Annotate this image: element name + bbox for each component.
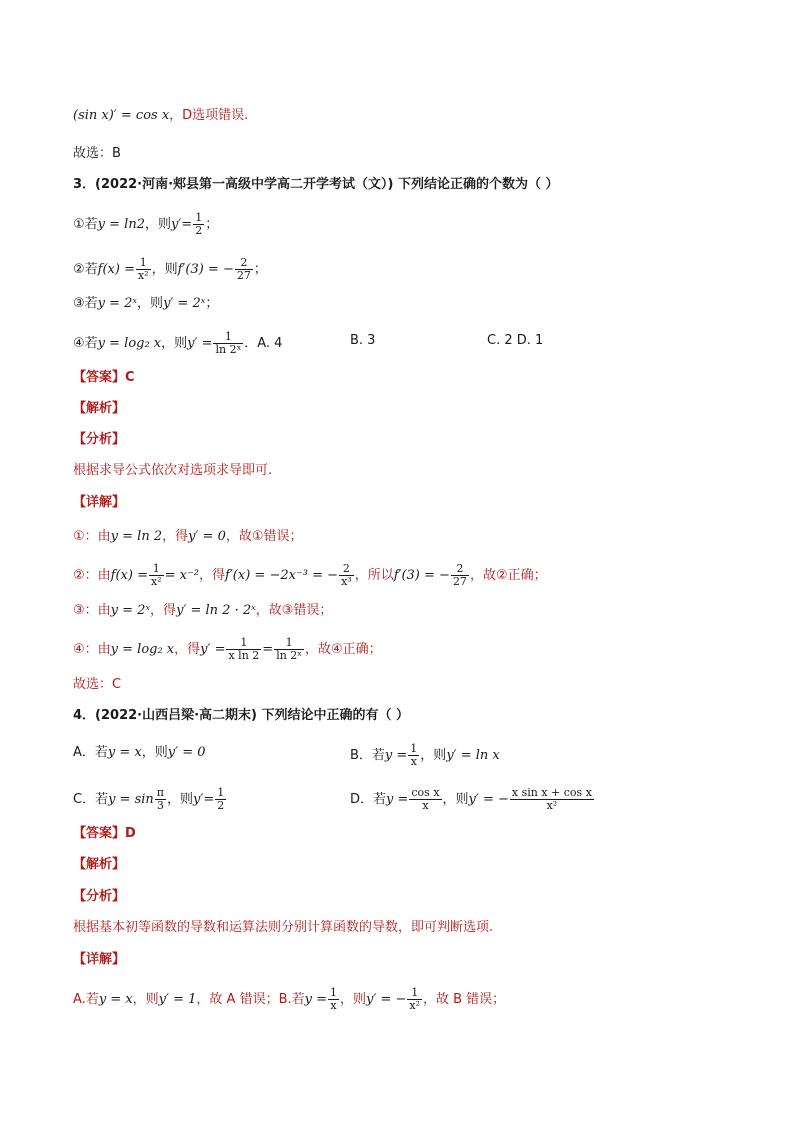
text-line [73,106,248,126]
detail-line: A.若y = x，则y′ = 1，故 A 错误；B.若y = $\frac{1}{x}$ ，则y′ = − $\frac{1}{\text{x²}}$ ，故 B 错误； [73,986,506,1012]
q3-item-3: ③若y = 2ˣ，则y′ = 2ˣ； [73,296,219,311]
question-3-head: 3．(2022·河南·郏县第一高级中学高二开学考试（文）) 下列结论正确的个数为（ ） [73,177,559,192]
answer-label: 【答案】C [73,370,135,385]
q4-option-d: D．若y = $\frac{\text{cos x}}{x}$ ，则y′ = − $\frac{\text{x sin x + cos x}}{\text{x²}}$ [350,786,592,812]
text: ，D选项错误. [169,108,249,123]
detail-label: 【详解】 [73,952,126,967]
answer-label: 【答案】D [73,826,136,841]
q4-option-c: C．若y = sin $\frac{\pi}{3}$ ，则y′= $\frac{1}{2}$ [73,786,225,812]
analysis-sub-label: 【分析】 [73,889,126,904]
formula: (sin x)′ = cos x [73,108,170,123]
option-b: B. 3 [350,333,376,348]
detail-label: 【详解】 [73,495,126,510]
detail-2: ②：由f(x) = $\frac{1}{\text{x²}}$ = x⁻²，得f′(x) = −2x⁻³ = − $\frac{2}{\text{x³}}$ ，所以f′(3) = − $\frac{2}{27}$ ，故②正确； [73,562,547,588]
q3-item-2: ②若f(x) = $\frac{1}{\text{x²}}$ ，则f′(3) = − $\frac{2}{27}$ ； [73,256,267,282]
detail-1: ①：由y = ln 2，得y′ = 0，故①错误； [73,529,303,544]
answer-line: 故选：C [73,677,122,692]
analysis-label: 【解析】 [73,401,126,416]
analysis-sub-label: 【分析】 [73,432,126,447]
fraction: $\frac{1}{2}$ [195,211,203,237]
text: 故选：B [73,146,121,161]
analysis-label: 【解析】 [73,857,126,872]
answer-line [73,144,121,164]
q4-option-b: B．若y = $\frac{1}{x}$ ，则y′ = ln x [350,742,500,768]
question-4-head: 4．(2022·山西吕梁·高二期末) 下列结论中正确的有（ ） [73,708,410,723]
analysis-text: 根据求导公式依次对选项求导即可. [73,463,273,478]
q4-option-a: A．若y = x，则y′ = 0 [73,745,206,760]
q3-item-1: ①若y = ln2，则y′= $\frac{1}{2}$ ； [73,211,219,237]
detail-4: ④：由y = log₂ x，得y′ = $\frac{1}{\text{x ln 2}}$ = $\frac{1}{\text{ln 2ˣ}}$ ，故④正确； [73,636,382,662]
q3-item-4: ④若y = log₂ x，则y′ = $\frac{1}{\text{ln 2ˣ}}$ ．A. 4 [73,330,283,356]
option-cd: C. 2 D. 1 [487,333,544,348]
analysis-text: 根据基本初等函数的导数和运算法则分别计算函数的导数，即可判断选项. [73,920,494,935]
detail-3: ③：由y = 2ˣ，得y′ = ln 2 · 2ˣ，故③错误； [73,603,333,618]
